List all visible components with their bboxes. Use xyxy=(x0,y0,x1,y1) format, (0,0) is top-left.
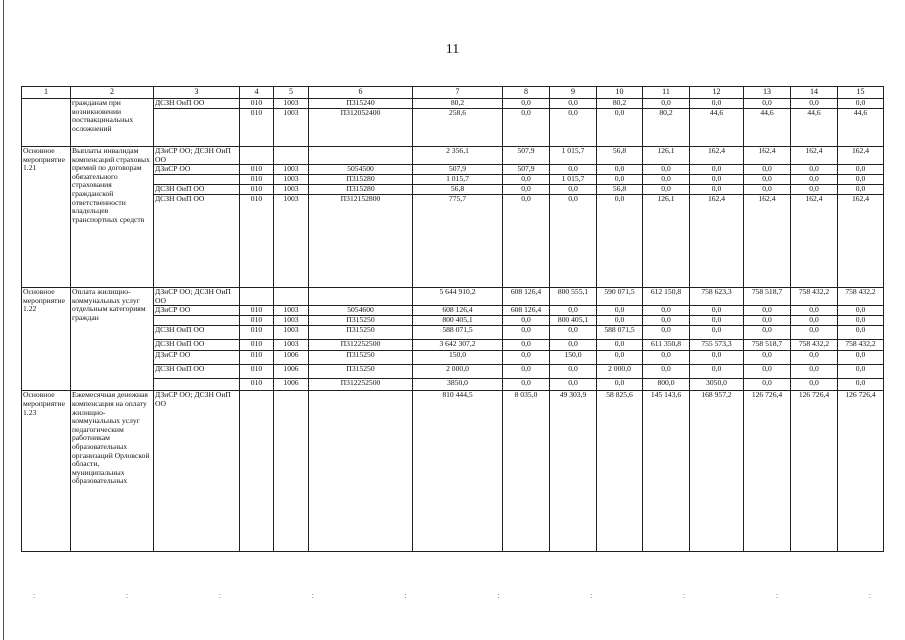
amount-cell: 800,0 xyxy=(643,379,690,391)
executor-cell: ДЗиСР ОО xyxy=(154,351,240,365)
amount-cell: 507,9 xyxy=(503,165,550,175)
amount-cell: 0,0 xyxy=(791,326,838,340)
budget-code-cell: 1003 xyxy=(274,175,309,185)
event-code-cell: Основное мероприятие 1.22 xyxy=(22,288,71,391)
amount-cell: 3850,0 xyxy=(413,379,503,391)
budget-code-cell: 1006 xyxy=(274,351,309,365)
footer-marks xyxy=(21,591,883,600)
amount-cell: 0,0 xyxy=(744,351,791,365)
footer-mark: : xyxy=(311,591,314,600)
amount-cell: 0,0 xyxy=(503,351,550,365)
amount-cell: 0,0 xyxy=(550,365,597,379)
budget-code-cell: П312052400 xyxy=(309,109,413,147)
amount-cell: 0,0 xyxy=(503,316,550,326)
page-number: 11 xyxy=(445,42,460,57)
column-header: 4 xyxy=(240,87,274,99)
amount-cell: 0,0 xyxy=(838,99,884,109)
amount-cell: 56,8 xyxy=(597,185,643,195)
budget-code-cell: 1003 xyxy=(274,306,309,316)
amount-cell: 1 015,7 xyxy=(550,175,597,185)
footer-mark: : xyxy=(125,591,129,600)
budget-code-cell: 010 xyxy=(240,351,274,365)
amount-cell: 0,0 xyxy=(643,165,690,175)
budget-code-cell: П315280 xyxy=(309,175,413,185)
amount-cell: 44,6 xyxy=(791,109,838,147)
amount-cell: 0,0 xyxy=(503,195,550,288)
table-row xyxy=(22,99,884,109)
amount-cell: 0,0 xyxy=(690,326,744,340)
column-header: 12 xyxy=(690,87,744,99)
budget-code-cell: 010 xyxy=(240,326,274,340)
amount-cell: 0,0 xyxy=(838,185,884,195)
column-header: 1 xyxy=(22,87,71,99)
amount-cell: 3050,0 xyxy=(690,379,744,391)
amount-cell: 0,0 xyxy=(838,165,884,175)
amount-cell: 0,0 xyxy=(838,326,884,340)
amount-cell: 0,0 xyxy=(690,165,744,175)
scan-edge-line xyxy=(3,0,4,640)
footer-mark: : xyxy=(404,591,407,600)
budget-code-cell: П315250 xyxy=(309,351,413,365)
budget-code-cell xyxy=(274,147,309,165)
amount-cell: 126,1 xyxy=(643,195,690,288)
event-code-cell: Основное мероприятие 1.23 xyxy=(22,391,71,552)
amount-cell: 150,0 xyxy=(413,351,503,365)
executor-cell xyxy=(154,175,240,185)
amount-cell: 0,0 xyxy=(597,165,643,175)
budget-code-cell: 1003 xyxy=(274,316,309,326)
budget-code-cell: 010 xyxy=(240,379,274,391)
amount-cell: 0,0 xyxy=(690,175,744,185)
budget-code-cell: 1003 xyxy=(274,326,309,340)
budget-code-cell: 1006 xyxy=(274,365,309,379)
budget-code-cell: 1003 xyxy=(274,165,309,175)
amount-cell: 612 150,8 xyxy=(643,288,690,306)
amount-cell: 0,0 xyxy=(503,340,550,351)
amount-cell: 162,4 xyxy=(690,147,744,165)
amount-cell: 1 015,7 xyxy=(413,175,503,185)
event-code-cell xyxy=(22,99,71,147)
executor-cell: ДЗиСР ОО; ДСЗН ОиП ОО xyxy=(154,391,240,552)
amount-cell: 44,6 xyxy=(690,109,744,147)
table-row xyxy=(22,147,884,165)
column-header: 8 xyxy=(503,87,550,99)
amount-cell: 0,0 xyxy=(597,351,643,365)
amount-cell: 162,4 xyxy=(744,147,791,165)
amount-cell: 0,0 xyxy=(838,175,884,185)
budget-code-cell: 1003 xyxy=(274,99,309,109)
executor-cell: ДЗиСР ОО; ДСЗН ОиП ОО xyxy=(154,288,240,306)
amount-cell: 150,0 xyxy=(550,351,597,365)
amount-cell: 608 126,4 xyxy=(503,288,550,306)
budget-code-cell: 010 xyxy=(240,340,274,351)
budget-code-cell: П315250 xyxy=(309,365,413,379)
amount-cell: 0,0 xyxy=(744,379,791,391)
amount-cell: 0,0 xyxy=(744,175,791,185)
amount-cell: 608 126,4 xyxy=(413,306,503,316)
amount-cell: 0,0 xyxy=(791,99,838,109)
amount-cell: 3 642 307,2 xyxy=(413,340,503,351)
budget-code-cell xyxy=(240,391,274,552)
amount-cell: 758 518,7 xyxy=(744,288,791,306)
amount-cell: 0,0 xyxy=(643,306,690,316)
footer-mark: : xyxy=(33,591,36,600)
amount-cell: 80,2 xyxy=(643,109,690,147)
amount-cell: 0,0 xyxy=(744,185,791,195)
budget-code-cell: П315250 xyxy=(309,326,413,340)
amount-cell: 810 444,5 xyxy=(413,391,503,552)
budget-code-cell xyxy=(240,288,274,306)
amount-cell: 0,0 xyxy=(643,185,690,195)
amount-cell: 2 356,1 xyxy=(413,147,503,165)
amount-cell: 49 303,9 xyxy=(550,391,597,552)
budget-code-cell: 1003 xyxy=(274,340,309,351)
amount-cell: 0,0 xyxy=(503,109,550,147)
amount-cell: 588 071,5 xyxy=(597,326,643,340)
amount-cell: 80,2 xyxy=(597,99,643,109)
amount-cell: 0,0 xyxy=(643,99,690,109)
amount-cell: 800 405,1 xyxy=(413,316,503,326)
budget-code-cell: 5054600 xyxy=(309,306,413,316)
amount-cell: 775,7 xyxy=(413,195,503,288)
amount-cell: 0,0 xyxy=(690,99,744,109)
amount-cell: 0,0 xyxy=(503,185,550,195)
amount-cell: 56,8 xyxy=(413,185,503,195)
amount-cell: 162,4 xyxy=(791,147,838,165)
amount-cell: 0,0 xyxy=(791,379,838,391)
amount-cell: 0,0 xyxy=(744,316,791,326)
column-header: 2 xyxy=(71,87,154,99)
footer-mark: : xyxy=(590,591,593,600)
executor-cell: ДЗиСР ОО xyxy=(154,165,240,175)
amount-cell: 0,0 xyxy=(791,175,838,185)
amount-cell: 0,0 xyxy=(550,185,597,195)
amount-cell: 0,0 xyxy=(791,351,838,365)
amount-cell: 0,0 xyxy=(503,379,550,391)
column-header: 11 xyxy=(643,87,690,99)
column-header: 5 xyxy=(274,87,309,99)
amount-cell: 588 071,5 xyxy=(413,326,503,340)
amount-cell: 0,0 xyxy=(791,316,838,326)
amount-cell: 590 071,5 xyxy=(597,288,643,306)
amount-cell: 56,8 xyxy=(597,147,643,165)
amount-cell: 0,0 xyxy=(643,365,690,379)
column-header: 13 xyxy=(744,87,791,99)
executor-cell: ДСЗН ОиП ОО xyxy=(154,340,240,351)
amount-cell: 162,4 xyxy=(838,195,884,288)
amount-cell: 0,0 xyxy=(838,365,884,379)
amount-cell: 2 000,0 xyxy=(597,365,643,379)
executor-cell: ДСЗН ОиП ОО xyxy=(154,99,240,109)
column-header: 10 xyxy=(597,87,643,99)
budget-code-cell: 010 xyxy=(240,175,274,185)
amount-cell: 0,0 xyxy=(744,365,791,379)
amount-cell: 44,6 xyxy=(838,109,884,147)
amount-cell: 0,0 xyxy=(643,326,690,340)
executor-cell xyxy=(154,316,240,326)
amount-cell: 126 726,4 xyxy=(744,391,791,552)
amount-cell: 0,0 xyxy=(597,379,643,391)
budget-code-cell xyxy=(309,147,413,165)
event-description-cell: Выплаты инвалидам компенсаций страховых премий по договорам обязательного страхования гражданской ответственности владельцев транспортных средств xyxy=(71,147,154,288)
event-code-cell: Основное мероприятие 1.21 xyxy=(22,147,71,288)
amount-cell: 145 143,6 xyxy=(643,391,690,552)
event-description-cell: Ежемесячная денежная компенсация на оплату жилищно-коммунальных услуг педагогическим работникам образовательных организаций Орловской области, муниципальных образовательных xyxy=(71,391,154,552)
budget-code-cell xyxy=(274,391,309,552)
budget-code-cell: 010 xyxy=(240,316,274,326)
budget-code-cell: П312152800 xyxy=(309,195,413,288)
amount-cell: 758 518,7 xyxy=(744,340,791,351)
executor-cell: ДЗиСР ОО xyxy=(154,306,240,316)
amount-cell: 0,0 xyxy=(503,365,550,379)
amount-cell: 0,0 xyxy=(550,195,597,288)
footer-mark: : xyxy=(497,591,500,600)
amount-cell: 58 825,6 xyxy=(597,391,643,552)
amount-cell: 0,0 xyxy=(597,195,643,288)
budget-code-cell: П315240 xyxy=(309,99,413,109)
budget-code-cell: 010 xyxy=(240,109,274,147)
amount-cell: 162,4 xyxy=(791,195,838,288)
executor-cell xyxy=(154,379,240,391)
amount-cell: 608 126,4 xyxy=(503,306,550,316)
amount-cell: 0,0 xyxy=(791,165,838,175)
budget-code-cell: 010 xyxy=(240,99,274,109)
amount-cell: 0,0 xyxy=(690,351,744,365)
amount-cell: 0,0 xyxy=(503,326,550,340)
amount-cell: 611 350,8 xyxy=(643,340,690,351)
amount-cell: 0,0 xyxy=(690,185,744,195)
budget-code-cell: П315250 xyxy=(309,316,413,326)
amount-cell: 0,0 xyxy=(597,340,643,351)
amount-cell: 162,4 xyxy=(744,195,791,288)
column-header: 6 xyxy=(309,87,413,99)
footer-mark: : xyxy=(775,591,779,600)
amount-cell: 0,0 xyxy=(690,365,744,379)
amount-cell: 5 644 910,2 xyxy=(413,288,503,306)
amount-cell: 126 726,4 xyxy=(791,391,838,552)
budget-code-cell xyxy=(274,288,309,306)
amount-cell: 1 015,7 xyxy=(550,147,597,165)
budget-code-cell xyxy=(309,391,413,552)
column-header: 14 xyxy=(791,87,838,99)
amount-cell: 0,0 xyxy=(838,316,884,326)
amount-cell: 2 000,0 xyxy=(413,365,503,379)
amount-cell: 0,0 xyxy=(838,306,884,316)
amount-cell: 8 035,0 xyxy=(503,391,550,552)
executor-cell xyxy=(154,109,240,147)
amount-cell: 0,0 xyxy=(690,316,744,326)
event-description-cell: Оплата жилищно-коммунальных услуг отдельным категориям граждан xyxy=(71,288,154,391)
budget-code-cell: 1006 xyxy=(274,379,309,391)
event-description-cell: гражданам при возникновении поствакцинальных осложнений xyxy=(71,99,154,147)
header-row xyxy=(22,87,884,99)
amount-cell: 507,9 xyxy=(413,165,503,175)
executor-cell: ДСЗН ОиП ОО xyxy=(154,326,240,340)
amount-cell: 0,0 xyxy=(643,316,690,326)
amount-cell: 126,1 xyxy=(643,147,690,165)
budget-code-cell: 1003 xyxy=(274,109,309,147)
amount-cell: 0,0 xyxy=(791,365,838,379)
budget-code-cell: 010 xyxy=(240,365,274,379)
amount-cell: 758 432,2 xyxy=(791,288,838,306)
budget-code-cell: П312252500 xyxy=(309,379,413,391)
amount-cell: 800 405,1 xyxy=(550,316,597,326)
budget-code-cell: 010 xyxy=(240,306,274,316)
footer-mark: : xyxy=(683,591,686,600)
amount-cell: 0,0 xyxy=(550,109,597,147)
amount-cell: 126 726,4 xyxy=(838,391,884,552)
amount-cell: 0,0 xyxy=(597,175,643,185)
amount-cell: 168 957,2 xyxy=(690,391,744,552)
amount-cell: 0,0 xyxy=(744,306,791,316)
executor-cell: ДСЗН ОиП ОО xyxy=(154,185,240,195)
budget-code-cell: 010 xyxy=(240,165,274,175)
table-row xyxy=(22,288,884,306)
footer-mark: : xyxy=(868,591,871,600)
column-header: 15 xyxy=(838,87,884,99)
amount-cell: 0,0 xyxy=(791,185,838,195)
amount-cell: 0,0 xyxy=(503,175,550,185)
budget-code-cell: 5054500 xyxy=(309,165,413,175)
amount-cell: 0,0 xyxy=(597,109,643,147)
amount-cell: 0,0 xyxy=(838,351,884,365)
table-row xyxy=(22,391,884,552)
amount-cell: 44,6 xyxy=(744,109,791,147)
amount-cell: 0,0 xyxy=(643,175,690,185)
budget-code-cell: 010 xyxy=(240,195,274,288)
amount-cell: 0,0 xyxy=(643,351,690,365)
budget-table xyxy=(21,86,884,552)
budget-code-cell xyxy=(240,147,274,165)
amount-cell: 0,0 xyxy=(597,316,643,326)
amount-cell: 0,0 xyxy=(744,326,791,340)
amount-cell: 758 432,2 xyxy=(838,340,884,351)
amount-cell: 758 432,2 xyxy=(838,288,884,306)
column-header: 3 xyxy=(154,87,240,99)
budget-code-cell xyxy=(309,288,413,306)
amount-cell: 0,0 xyxy=(791,306,838,316)
amount-cell: 0,0 xyxy=(550,340,597,351)
amount-cell: 0,0 xyxy=(503,99,550,109)
amount-cell: 800 555,1 xyxy=(550,288,597,306)
amount-cell: 80,2 xyxy=(413,99,503,109)
executor-cell: ДСЗН ОиП ОО xyxy=(154,365,240,379)
column-header: 9 xyxy=(550,87,597,99)
footer-mark: : xyxy=(218,591,221,600)
amount-cell: 0,0 xyxy=(550,306,597,316)
amount-cell: 755 573,3 xyxy=(690,340,744,351)
amount-cell: 758 623,3 xyxy=(690,288,744,306)
amount-cell: 162,4 xyxy=(838,147,884,165)
executor-cell: ДСЗН ОиП ОО xyxy=(154,195,240,288)
amount-cell: 0,0 xyxy=(550,99,597,109)
amount-cell: 507,9 xyxy=(503,147,550,165)
budget-code-cell: П315280 xyxy=(309,185,413,195)
amount-cell: 758 432,2 xyxy=(791,340,838,351)
amount-cell: 0,0 xyxy=(550,379,597,391)
amount-cell: 0,0 xyxy=(744,99,791,109)
budget-code-cell: 1003 xyxy=(274,195,309,288)
amount-cell: 0,0 xyxy=(550,326,597,340)
amount-cell: 162,4 xyxy=(690,195,744,288)
amount-cell: 0,0 xyxy=(744,165,791,175)
amount-cell: 258,6 xyxy=(413,109,503,147)
amount-cell: 0,0 xyxy=(690,306,744,316)
budget-code-cell: 1003 xyxy=(274,185,309,195)
budget-code-cell: 010 xyxy=(240,185,274,195)
amount-cell: 0,0 xyxy=(550,165,597,175)
executor-cell: ДЗиСР ОО; ДСЗН ОиП ОО xyxy=(154,147,240,165)
amount-cell: 0,0 xyxy=(838,379,884,391)
amount-cell: 0,0 xyxy=(597,306,643,316)
budget-code-cell: П312252500 xyxy=(309,340,413,351)
column-header: 7 xyxy=(413,87,503,99)
